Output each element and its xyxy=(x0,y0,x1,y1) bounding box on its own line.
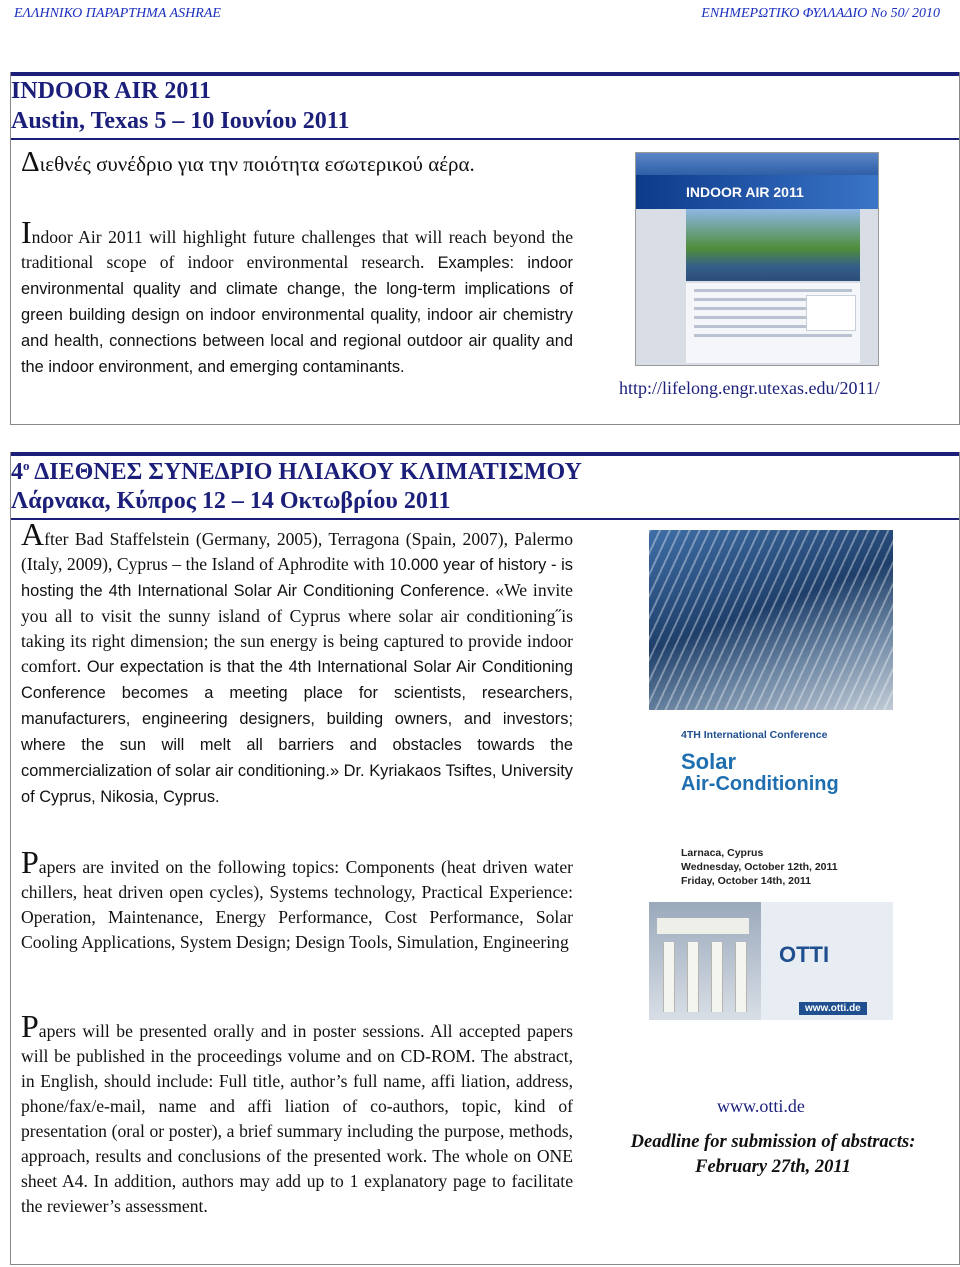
section-subtitle xyxy=(21,146,475,179)
deadline-note: Deadline for submission of abstracts: February 27th, 2011 xyxy=(630,1132,916,1177)
otti-logo: OTTI xyxy=(779,942,830,967)
temple-photo xyxy=(649,902,761,1020)
solar-panels-photo xyxy=(649,530,893,710)
title-divider xyxy=(11,518,959,520)
subtitle-text: ιεθνές συνέδριο για την ποιότητα εσωτερικού αέρα. xyxy=(39,152,475,176)
website-photo xyxy=(686,209,860,281)
poster-footer xyxy=(649,902,893,1020)
title-divider xyxy=(11,138,959,140)
section-title-band xyxy=(11,72,959,138)
poster-conference-label: 4TH International Conference xyxy=(681,729,828,741)
running-header xyxy=(0,0,960,26)
poster-location-dates: Larnaca, Cyprus Wednesday, October 12th, 2011 Friday, October 14th, 2011 xyxy=(681,847,838,887)
poster-solar: Solar xyxy=(681,749,737,774)
body-dropcap: I xyxy=(21,214,32,250)
paragraph-topics: Papers are invited on the following topics: Components (heat driven water chillers, heat driven open cycles), Systems technology, Practical Experience: Operation, Maintenance, Energy Performance, Cost Performance, Solar Cooling Applications, System Design; Design Tools, Simulation, Engineering xyxy=(21,844,573,952)
section-body xyxy=(21,214,573,380)
conference-link[interactable]: http://lifelong.engr.utexas.edu/2011/ xyxy=(619,378,880,398)
website-screenshot-image xyxy=(635,152,879,366)
section-title-line2: Austin, Texas 5 – 10 Ιουνίου 2011 xyxy=(11,108,350,134)
paragraph-submission: Papers will be presented orally and in poster sessions. All accepted papers will be published in the proceedings volume and on CD-ROM. The abstract, in English, should include: Full title, author’s full name, affi liation, address, phone/fax/e-mail, name and affi liation of co-authors, topic, kind of presentation (oral or poster), a brief summary including the purpose, methods, approach, results and conclusions of the presented work. The whole on ONE sheet A4. In addition, authors may add up to 1 explanatory page to facilitate the reviewer’s assessment. xyxy=(21,1008,573,1216)
section-title-line1: INDOOR AIR 2011 xyxy=(11,78,212,104)
poster-url: www.otti.de xyxy=(799,1002,867,1015)
section-title-band xyxy=(11,452,959,518)
body-serif: ndoor Air 2011 will highlight future challenges that will reach beyond the traditional scope of indoor environmental research. xyxy=(21,227,573,272)
section-title-line2: Λάρνακα, Κύπρος 12 – 14 Οκτωβρίου 2011 xyxy=(11,488,451,514)
website-banner: INDOOR AIR 2011 xyxy=(636,175,878,209)
website-sidebar-box xyxy=(806,295,856,331)
section-solar-conference xyxy=(10,452,960,1265)
subtitle-dropcap: Δ xyxy=(21,146,40,178)
otti-link[interactable]: www.otti.de xyxy=(717,1096,805,1116)
section-title-line1: $4^o$ ΔΙΕΘΝΕΣ ΣΥΝΕΔΡΙΟ ΗΛΙΑΚΟΥ ΚΛΙΜΑΤΙΣΜΟΥ xyxy=(11,458,582,485)
conference-poster-image xyxy=(649,530,893,1020)
section-indoor-air xyxy=(10,72,960,425)
body-sans: Examples: indoor environmental quality and climate change, the long-term implications of green building design on indoor environmental quality, indoor air chemistry and health, connections between local and regional outdoor air quality and the indoor environment, and emerging contaminants. xyxy=(21,254,573,376)
poster-air-conditioning: Air-Conditioning xyxy=(681,773,839,795)
paragraph-intro: After Bad Staffelstein (Germany, 2005), Terragona (Spain, 2007), Palermo (Italy, 2009), Cyprus – the Island of Aphrodite with 10.000 year of history - is hosting the 4th International Solar Air Conditioning Conference. «We invite you all to visit the sunny island of Cyprus where solar air conditioning˝is taking its right dimension; the sun energy is being captured to provide indoor comfort. Our expectation is that the 4th International Solar Air Conditioning Conference becomes a meeting place for scientists, researchers, manufacturers, engineering designers, building owners, and investors; where the sun will melt all barriers and obstacles towards the commercialization of solar air conditioning.» Dr. Kyriakaos Tsiftes, University of Cyprus, Nikosia, Cyprus. xyxy=(21,516,573,806)
header-right: ΕΝΗΜΕΡΩΤΙΚΟ ΦΥΛΛΑΔΙΟ Νο 50/ 2010 xyxy=(701,6,940,21)
browser-chrome xyxy=(636,153,878,175)
header-left: ΕΛΛΗΝΙΚΟ ΠΑΡΑΡΤΗΜΑ ASHRAE xyxy=(14,6,221,21)
